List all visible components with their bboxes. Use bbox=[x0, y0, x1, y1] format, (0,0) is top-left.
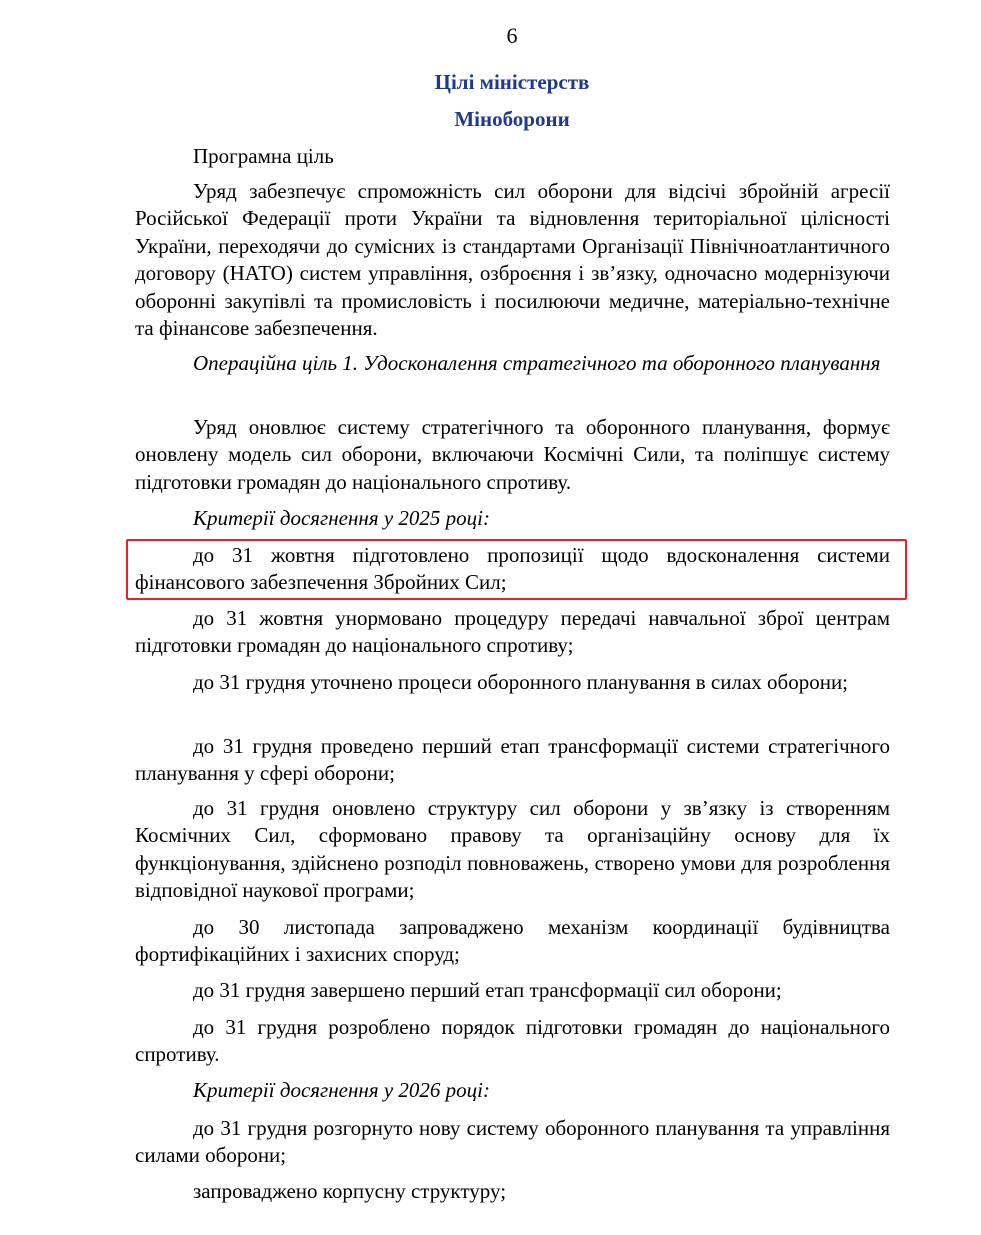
criteria-2025-label: Критерії досягнення у 2025 році: bbox=[193, 506, 490, 530]
criteria-item: до 30 листопада запроваджено механізм координації будівництва фортифікаційних і захисних споруд; bbox=[135, 915, 890, 967]
criteria-item: до 31 грудня проведено перший етап трансформації системи стратегічного планування у сфері оборони; bbox=[135, 734, 890, 786]
operational-goal: Операційна ціль 1. Удосконалення стратегічного та оборонного планування bbox=[193, 351, 881, 375]
criteria-item: до 31 жовтня унормовано процедуру передачі навчальної зброї центрам підготовки громадян до національного спротиву; bbox=[135, 606, 890, 658]
program-goal-text: Уряд забезпечує спроможність сил оборони для відсічі збройній агресії Російської Федерації проти України та відновлення територіальної цілісності України, переходячи до сумісних із стандартами Організації Північноатлантичного договору (НАТО) систем управління, озброєння і зв’язку, одночасно модернізуючи оборонні закупівлі та промисловість і посилюючи медичне, матеріально-технічне та фінансове забезпечення. bbox=[135, 179, 890, 341]
criteria-item: до 31 грудня розроблено порядок підготовки громадян до національного спротиву. bbox=[135, 1015, 890, 1067]
criteria-item: до 31 жовтня підготовлено пропозиції щодо вдосконалення системи фінансового забезпечення Збройних Сил; bbox=[135, 543, 890, 595]
operational-goal-text: Уряд оновлює систему стратегічного та оборонного планування, формує оновлену модель сил оборони, включаючи Космічні Сили, та поліпшує систему підготовки громадян до національного спротиву. bbox=[135, 415, 890, 494]
criteria-item: до 31 грудня уточнено процеси оборонного планування в силах оборони; bbox=[193, 670, 849, 694]
section-heading: Цілі міністерств bbox=[434, 70, 590, 94]
program-goal-label: Програмна ціль bbox=[193, 144, 334, 168]
criteria-item: до 31 грудня оновлено структуру сил оборони у зв’язку із створенням Космічних Сил, сформовано правову та організаційну основу для їх функціонування, здійснено розподіл повноважень, створено умови для розроблення відповідної наукової програми; bbox=[135, 796, 890, 903]
criteria-item: до 31 грудня розгорнуто нову систему оборонного планування та управління силами оборони; bbox=[135, 1116, 890, 1168]
criteria-item: до 31 грудня завершено перший етап трансформації сил оборони; bbox=[193, 978, 782, 1002]
ministry-heading: Міноборони bbox=[454, 107, 570, 131]
criteria-item: запроваджено корпусну структуру; bbox=[193, 1179, 507, 1203]
criteria-2026-label: Критерії досягнення у 2026 році: bbox=[193, 1078, 490, 1102]
page-number: 6 bbox=[506, 23, 518, 48]
